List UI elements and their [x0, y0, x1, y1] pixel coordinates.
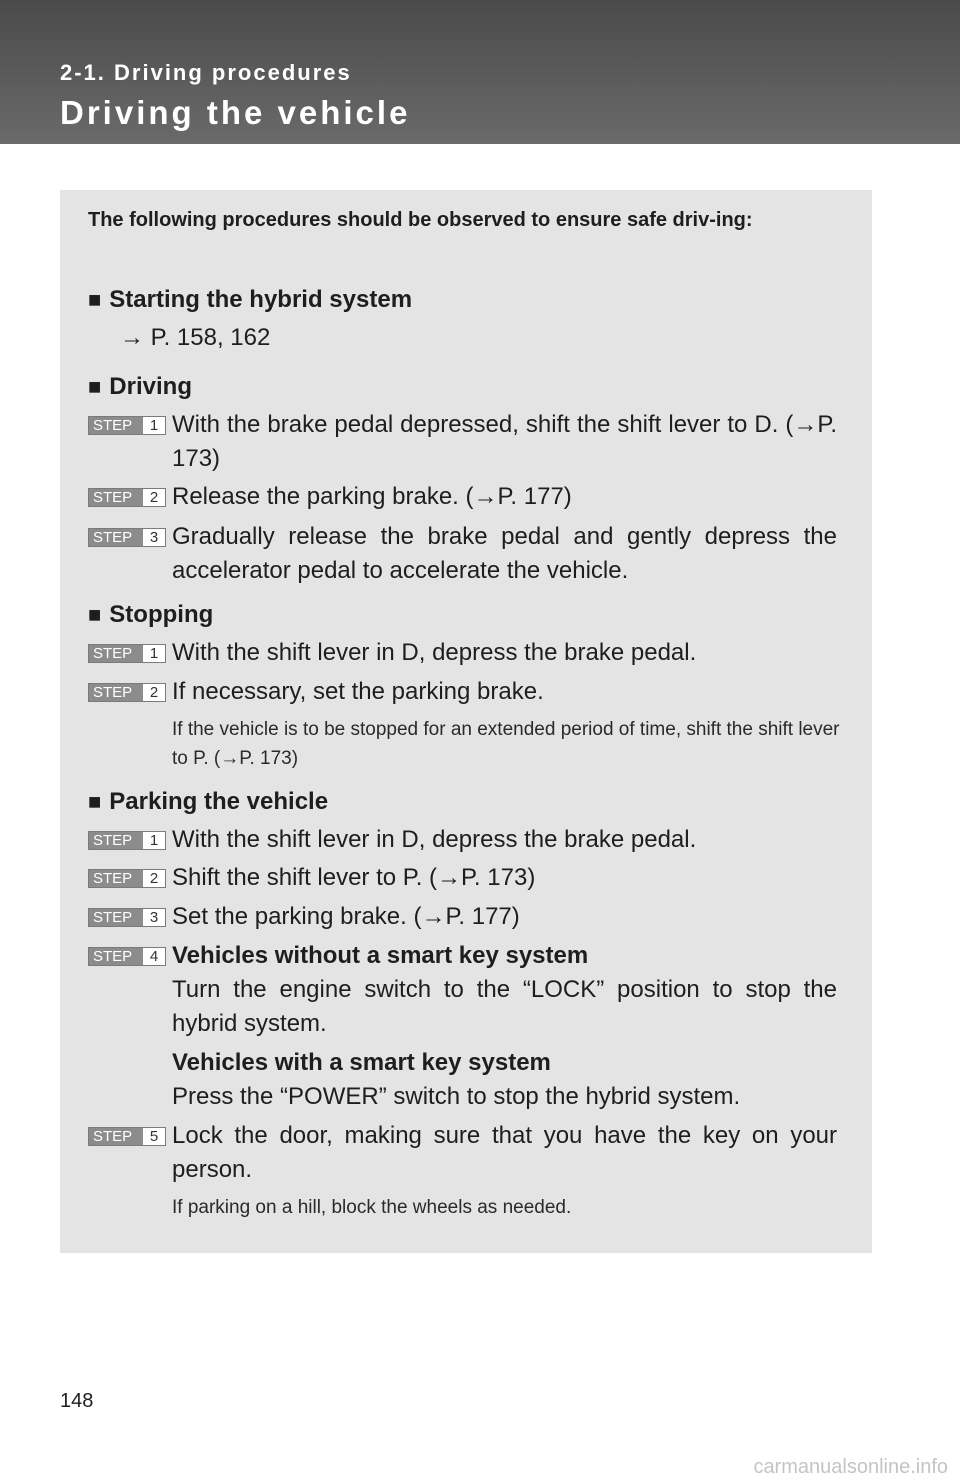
step-text: With the shift lever in D, depress the brake pedal.: [172, 639, 697, 666]
step-badge: STEP 2: [88, 869, 166, 888]
step-text: Press the “POWER” switch to stop the hybrid system.: [172, 1083, 741, 1110]
square-bullet-icon: ■: [88, 374, 102, 399]
page-number: 148: [60, 1390, 94, 1412]
header-bar: [0, 0, 960, 144]
watermark: carmanualsonline.info: [753, 1456, 948, 1478]
step-badge: STEP 2: [88, 488, 166, 507]
step-text: If necessary, set the parking brake.: [172, 678, 544, 705]
step-text: Set the parking brake. (→P. 177): [172, 903, 520, 930]
step-text: Release the parking brake. (→P. 177): [172, 483, 572, 510]
step-text: With the brake pedal depressed, shift the shift lever to D. (→P. 173): [172, 411, 837, 472]
step-badge: STEP 2: [88, 683, 166, 702]
page-ref: → P. 158, 162: [120, 324, 271, 351]
heading-stopping: ■ Stopping: [88, 601, 214, 628]
heading-driving: ■ Driving: [88, 373, 192, 400]
step-text: Shift the shift lever to P. (→P. 173): [172, 864, 536, 891]
step-badge: STEP 3: [88, 528, 166, 547]
square-bullet-icon: ■: [88, 287, 102, 312]
step-badge: STEP 4: [88, 947, 166, 966]
step-badge: STEP 1: [88, 416, 166, 435]
section-label: 2-1. Driving procedures: [60, 60, 352, 85]
step-note: If the vehicle is to be stopped for an extended period of time, shift the shift lever to P. (→P. 173): [172, 719, 840, 769]
step-text: With the shift lever in D, depress the brake pedal.: [172, 826, 697, 853]
step-badge: STEP 5: [88, 1127, 166, 1146]
page-title: Driving the vehicle: [60, 94, 411, 131]
heading-parking: ■ Parking the vehicle: [88, 788, 329, 815]
heading-starting: ■ Starting the hybrid system: [88, 286, 413, 313]
step-badge: STEP 1: [88, 644, 166, 663]
step-text: Lock the door, making sure that you have the key on your person.: [172, 1122, 837, 1183]
square-bullet-icon: ■: [88, 602, 102, 627]
step-badge: STEP 1: [88, 831, 166, 850]
square-bullet-icon: ■: [88, 789, 102, 814]
step-subtitle: Vehicles without a smart key system: [172, 942, 589, 969]
step-subtitle: Vehicles with a smart key system: [172, 1049, 551, 1076]
step-text: Turn the engine switch to the “LOCK” position to stop the hybrid system.: [172, 976, 837, 1037]
step-badge: STEP 3: [88, 908, 166, 927]
intro-text: The following procedures should be observed to ensure safe driv-ing:: [88, 209, 753, 231]
step-note: If parking on a hill, block the wheels as needed.: [172, 1197, 572, 1218]
step-text: Gradually release the brake pedal and gently depress the accelerator pedal to accelerate the vehicle.: [172, 523, 837, 584]
